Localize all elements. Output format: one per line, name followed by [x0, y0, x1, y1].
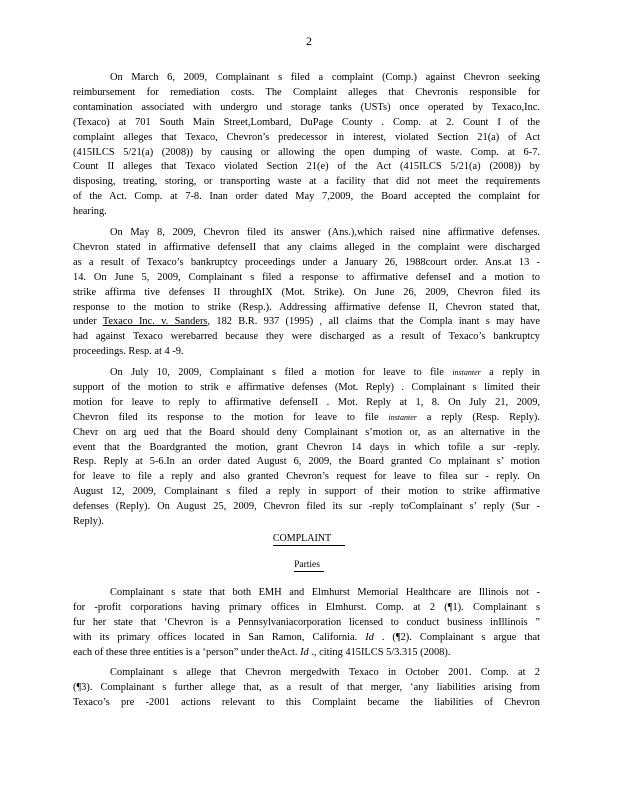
text-line: hearing.	[73, 206, 107, 218]
text-line: complaint alleges that Texaco, Chevron’s predecessor in interest, violated Section 21(a) of Act	[73, 131, 540, 143]
text-line: response to the motion to strike (Resp.). Addressing affirmative defense II, Chevron stated that,	[73, 301, 540, 313]
text-line: reimbursement for remediation costs. The Complaint alleges that Chevronis responsible for	[73, 86, 540, 98]
text-line: for -profit corporations having primary offices in Elmhurst. Comp. at 2 (¶1). Complainant s	[73, 601, 540, 613]
section-heading-text: COMPLAINT	[273, 533, 345, 546]
text-line: Chevron stated in affirmative defenseII that any claims alleged in the complaint were discharged	[73, 241, 540, 253]
italic-term: Id	[300, 646, 309, 658]
text-line: Texaco’s pre -2001 actions relevant to this Complaint became the liabilities of Chevron	[73, 696, 540, 708]
text-line: under Texaco Inc. v. Sanders, 182 B.R. 937 (1995) , all claims that the Compla inant s may have	[73, 316, 540, 328]
text-line: of the Act. Comp. at 7-8. Inan order dated May 7,2009, the Board accepted the complaint for	[73, 191, 540, 203]
text-line: On July 10, 2009, Complainant s filed a motion for leave to file instanter a reply in	[110, 367, 540, 378]
section-heading-complaint	[0, 533, 618, 546]
text-line: (415ILCS 5/21(a) (2008)) by causing or allowing the open dumping of waste. Comp. at 6-7.	[73, 146, 540, 158]
text-line: defenses (Reply). On August 25, 2009, Chevron filed its sur -reply toComplainant s’ reply (Sur -	[73, 501, 540, 513]
italic-term: instanter	[452, 368, 481, 377]
text-line: each of these three entities is a ‘person” under theAct. Id ., citing 415ILCS 5/3.315 (2008).	[73, 646, 451, 658]
text-line: motion for leave to reply to affirmative defenseII . Mot. Reply at 1, 8. On July 21, 2009,	[73, 396, 540, 408]
italic-term: instanter	[388, 412, 417, 422]
text-line: had against Texaco werebarred because they were discharged as a result of Texaco’s bankruptcy	[73, 331, 540, 343]
subsection-heading-parties	[0, 560, 618, 572]
text-line: support of the motion to strik e affirmative defenses (Mot. Reply) . Complainant s limited their	[73, 381, 540, 393]
text-line: (Texaco) at 701 South Main Street,Lombard, DuPage County . Comp. at 2. Count I of the	[73, 116, 540, 128]
text-line: with its primary offices located in San Ramon, California. Id . (¶2). Complainant s argue that	[73, 631, 540, 643]
text-line: strike affirma tive defenses II throughIX (Mot. Strike). On June 26, 2009, Chevron filed its	[73, 286, 540, 298]
text-line: Complainant s allege that Chevron mergedwith Texaco in October 2001. Comp. at 2	[110, 667, 540, 678]
subsection-heading-text: Parties	[294, 560, 324, 572]
text-line: Resp. Reply at 5-6.In an order dated August 6, 2009, the Board granted Co mplainant s’ motion	[73, 456, 540, 468]
page-number: 2	[306, 34, 312, 48]
text-line: for leave to file a reply and also granted Chevron’s request for leave to filea sur - reply. On	[73, 471, 540, 483]
text-line: disposing, treating, storing, or transporting waste at a facility that did not meet the requirements	[73, 176, 540, 188]
text-line: Chevron filed its response to the motion for leave to file instanter a reply (Resp. Reply).	[73, 411, 540, 423]
italic-term: Id	[365, 631, 374, 643]
text-line: proceedings. Resp. at 4 -9.	[73, 346, 184, 358]
text-line: On March 6, 2009, Complainant s filed a complaint (Comp.) against Chevron seeking	[110, 72, 540, 83]
paragraph-procedural-complaint	[73, 71, 540, 220]
text-line: Count II alleges that Texaco violated Section 21(e) of the Act (415ILCS 5/21(a) (2008)) by	[73, 161, 540, 173]
paragraph-parties	[73, 586, 540, 661]
paragraph-merger	[73, 666, 540, 711]
text-line: fur her state that ‘Chevron is a Pennsylvaniacorporation licensed to conduct business inIllinois ”	[73, 616, 540, 628]
case-citation: Texaco Inc. v. Sanders	[102, 316, 208, 328]
text-line: contamination associated with undergro und storage tanks (USTs) once operated by Texaco,Inc.	[73, 101, 540, 113]
text-line: event that the Boardgranted the motion, grant Chevron 14 days in which tofile a sur -reply.	[73, 441, 540, 453]
text-line: 14. On June 5, 2009, Complainant s filed a response to affirmative defenseI and a motion to	[73, 271, 540, 283]
text-line: (¶3). Complainant s further allege that, as a result of that merger, ‘any liabilities arising from	[73, 681, 540, 693]
text-line: Reply).	[73, 516, 104, 528]
paragraph-procedural-answer	[73, 226, 540, 360]
text-line: as a result of Texaco’s bankruptcy proceedings under a January 26, 1988court order. Ans.at 13 -	[73, 256, 540, 268]
paragraph-procedural-reply	[73, 366, 540, 530]
text-line: Complainant s state that both EMH and Elmhurst Memorial Healthcare are Illinois not -	[110, 587, 540, 598]
text-line: August 12, 2009, Complainant s filed a reply in support of their motion to strike affirmative	[73, 486, 540, 498]
text-line: On May 8, 2009, Chevron filed its answer (Ans.),which raised nine affirmative defenses.	[110, 227, 540, 238]
text-line: Chevr on arg ued that the Board should deny Complainant s’motion or, as an alternative in the	[73, 426, 540, 438]
